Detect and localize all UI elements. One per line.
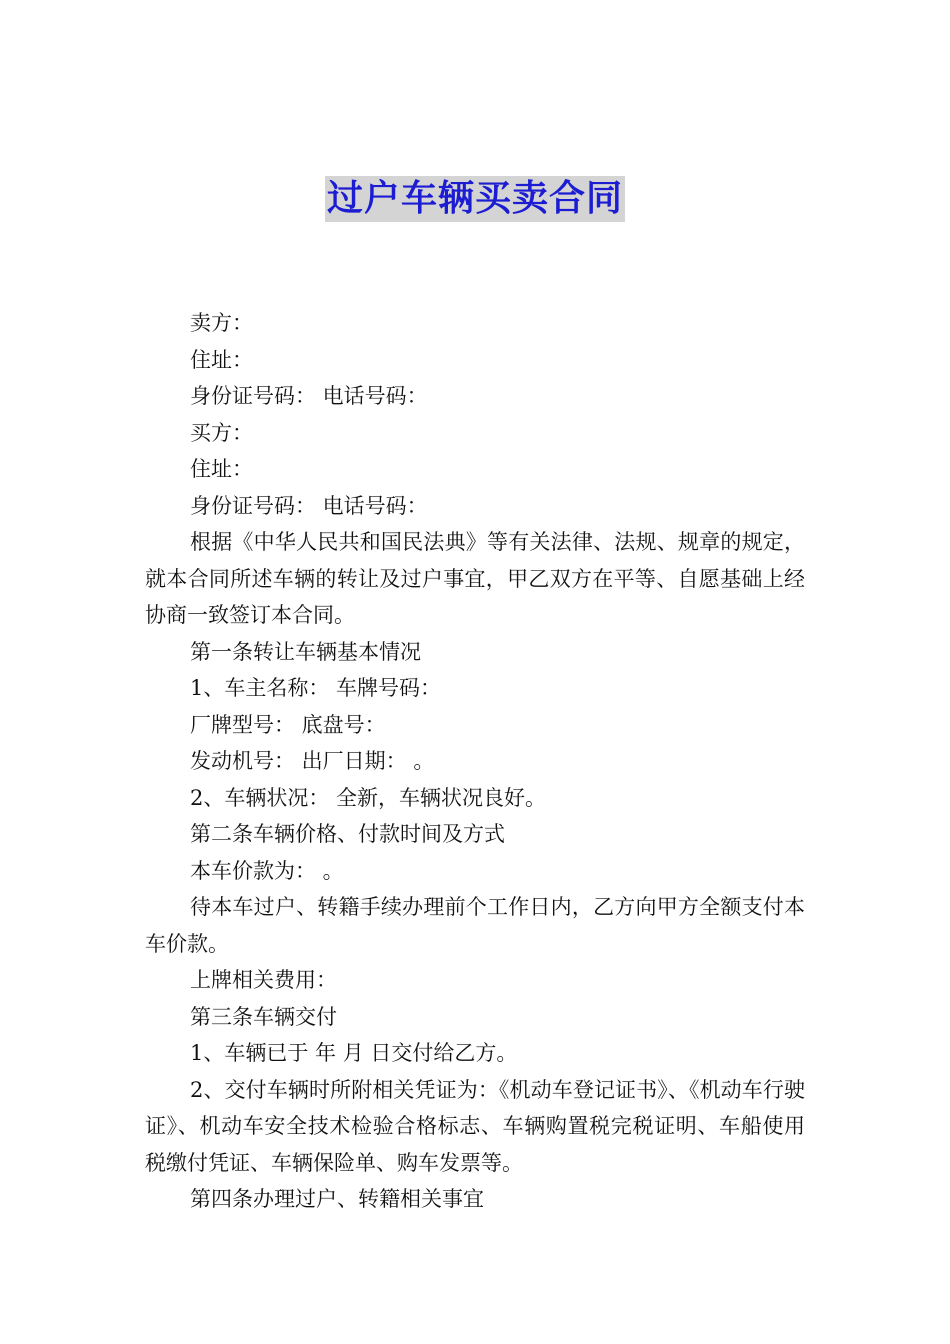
article-4-heading: 第四条办理过户、转籍相关事宜 xyxy=(190,1187,484,1211)
payment-paragraph: 待本车过户、转籍手续办理前个工作日内，乙方向甲方全额支付本车价款。 xyxy=(145,895,805,956)
delivery-date-line: 1、车辆已于 年 月 日交付给乙方。 xyxy=(190,1041,518,1065)
vehicle-condition-line: 2、车辆状况： 全新，车辆状况良好。 xyxy=(190,785,547,810)
seller-id-phone-line: 身份证号码： 电话号码： xyxy=(190,384,428,408)
document-body xyxy=(145,305,805,1218)
buyer-line: 买方： xyxy=(190,420,253,445)
plate-fees-line: 上牌相关费用： xyxy=(190,968,337,992)
article-1-heading: 第一条转让车辆基本情况 xyxy=(190,639,421,664)
seller-line: 卖方： xyxy=(190,311,253,335)
buyer-id-phone-line: 身份证号码： 电话号码： xyxy=(190,493,428,518)
model-chassis-line: 厂牌型号： 底盘号： xyxy=(190,712,386,737)
preamble-paragraph: 根据《中华人民共和国民法典》等有关法律、法规、规章的规定，就本合同所述车辆的转让及过户事宜，甲乙双方在平等、自愿基础上经协商一致签订本合同。 xyxy=(145,530,805,627)
delivery-documents-paragraph: 2、交付车辆时所附相关凭证为：《机动车登记证书》、《机动车行驶证》、机动车安全技术检验合格标志、车辆购置税完税证明、车船使用税缴付凭证、车辆保险单、购车发票等。 xyxy=(145,1077,805,1175)
article-3-heading: 第三条车辆交付 xyxy=(190,1004,337,1029)
seller-address-line: 住址： xyxy=(190,347,253,372)
document-title: 过户车辆买卖合同 xyxy=(325,176,625,222)
title-container xyxy=(0,176,950,222)
owner-plate-line: 1、车主名称： 车牌号码： xyxy=(190,676,442,700)
buyer-address-line: 住址： xyxy=(190,457,253,481)
price-line: 本车价款为： 。 xyxy=(190,858,344,883)
engine-date-line: 发动机号： 出厂日期： 。 xyxy=(190,749,435,773)
article-2-heading: 第二条车辆价格、付款时间及方式 xyxy=(190,822,505,846)
